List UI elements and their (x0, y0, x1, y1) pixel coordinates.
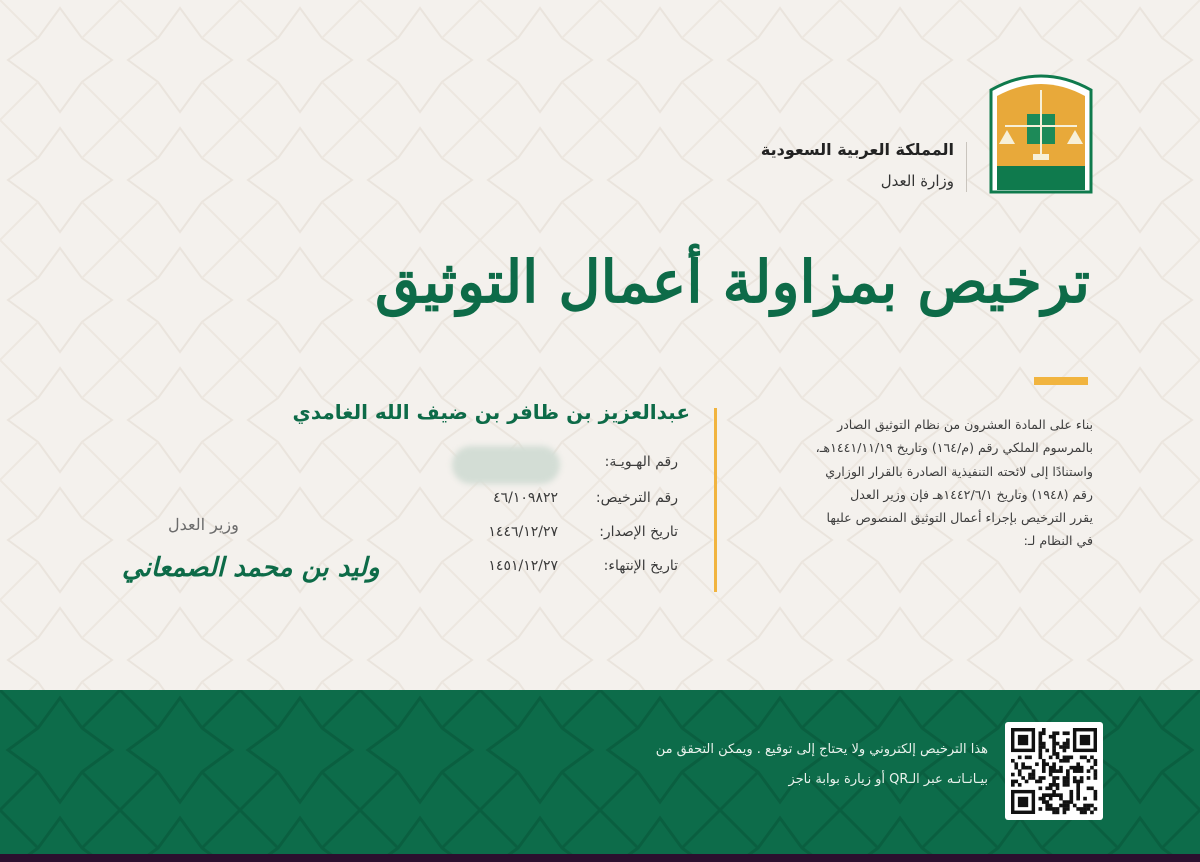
header-divider (966, 142, 967, 192)
legal-line: واستنادًا إلى لائحته التنفيذية الصادرة بالقرار الوزاري (825, 463, 1093, 479)
country-name: المملكة العربية السعودية (760, 140, 954, 159)
signatory-signature: وليد بن محمد الصمعاني (122, 553, 380, 583)
section-divider (714, 408, 717, 592)
document-title: ترخيص بمزاولة أعمال التوثيق (374, 248, 1090, 316)
license-number-label: رقم الترخيص: (595, 490, 678, 506)
electronic-license-notice: هذا الترخيص إلكتروني ولا يحتاج إلى توقيع . ويمكن التحقق من (655, 742, 988, 757)
ministry-emblem (985, 68, 1097, 196)
signatory-title: وزير العدل (168, 515, 239, 534)
issue-date-label: تاريخ الإصدار: (599, 524, 678, 540)
expiry-date-value: ١٤٥١/١٢/٢٧ (488, 558, 558, 574)
ministry-name: وزارة العدل (880, 172, 954, 190)
redacted-id-number (452, 446, 560, 484)
legal-line: في النظام لـ: (1023, 533, 1093, 549)
legal-line: بالمرسوم الملكي رقم (م/١٦٤) وتاريخ ١٤٤١/١١/١٩هـ، (815, 440, 1093, 456)
id-number-label: رقم الهـويـة: (604, 454, 678, 470)
bottom-strip (0, 854, 1200, 862)
verification-notice: بيـانـاتـه عبر الـQR أو زيارة بوابة ناجز (788, 772, 988, 787)
legal-basis-text (735, 413, 1093, 553)
legal-line: يقرر الترخيص بإجراء أعمال التوثيق المنصوص عليها (826, 510, 1093, 526)
issue-date-value: ١٤٤٦/١٢/٢٧ (488, 524, 558, 540)
expiry-date-label: تاريخ الإنتهاء: (603, 558, 678, 574)
license-number-value: ٤٦/١٠٩٨٢٢ (493, 490, 558, 506)
legal-line: بناء على المادة العشرون من نظام التوثيق الصادر (837, 417, 1093, 432)
license-holder-name: عبدالعزيز بن ظافر بن ضيف الله الغامدي (292, 400, 690, 424)
legal-line: رقم (١٩٤٨) وتاريخ ١٤٤٢/٦/١هـ فإن وزير العدل (850, 486, 1093, 502)
qr-code[interactable] (1005, 722, 1103, 820)
title-accent-bar (1034, 377, 1088, 385)
